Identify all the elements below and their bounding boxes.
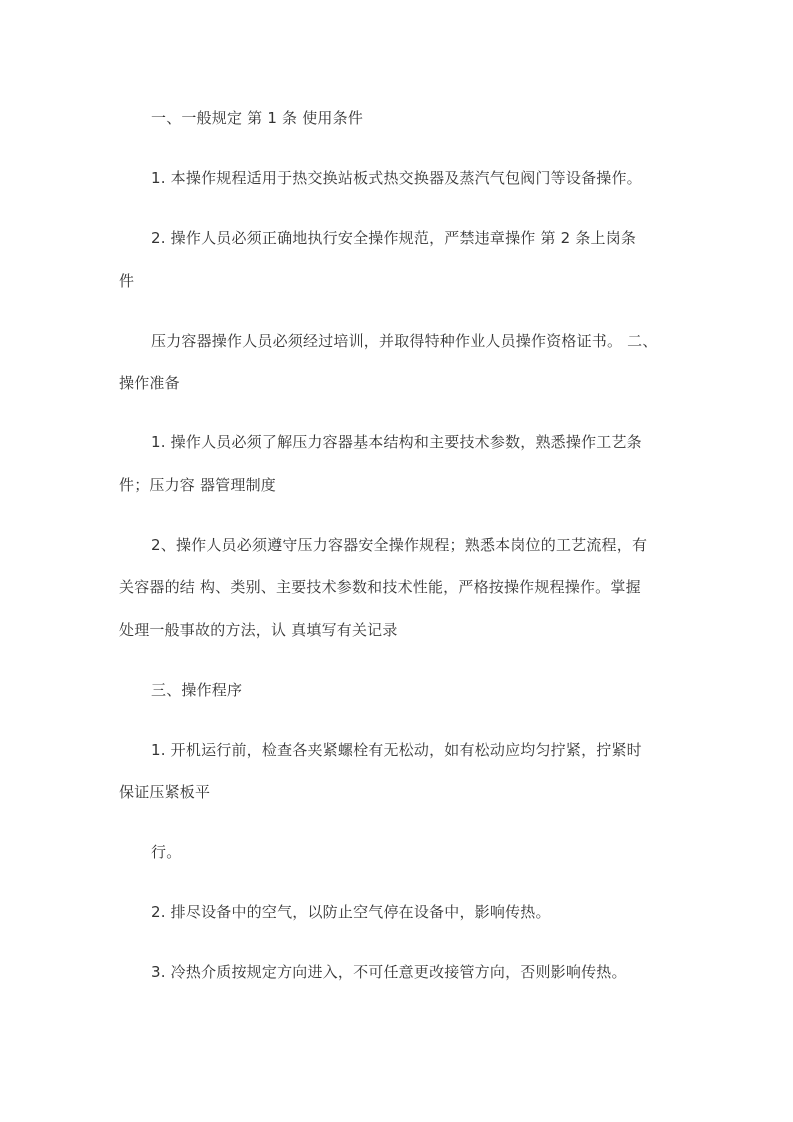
paragraph-line: 2. 排尽设备中的空气，以防止空气停在设备中，影响传热。 xyxy=(151,903,551,921)
paragraph-line: 1. 开机运行前，检查各夹紧螺栓有无松动，如有松动应均匀拧紧，拧紧时 xyxy=(151,741,642,759)
paragraph-line: 关容器的结 构、类别、主要技术参数和技术性能，严格按操作规程操作。掌握 xyxy=(119,578,641,596)
paragraph-line: 1. 本操作规程适用于热交换站板式热交换器及蒸汽气包阀门等设备操作。 xyxy=(151,169,642,187)
paragraph-line: 1. 操作人员必须了解压力容器基本结构和主要技术参数，熟悉操作工艺条 xyxy=(151,433,642,451)
paragraph-line: 行。 xyxy=(151,843,182,861)
paragraph-line: 2. 操作人员必须正确地执行安全操作规范，严禁违章操作 第 2 条上岗条 xyxy=(151,229,637,247)
paragraph-line: 处理一般事故的方法，认 真填写有关记录 xyxy=(119,621,398,639)
paragraph-line: 保证压紧板平 xyxy=(119,783,211,801)
paragraph-line: 2、操作人员必须遵守压力容器安全操作规程；熟悉本岗位的工艺流程，有 xyxy=(151,536,648,554)
paragraph-line: 3. 冷热介质按规定方向进入，不可任意更改接管方向，否则影响传热。 xyxy=(151,963,627,981)
paragraph-line: 压力容器操作人员必须经过培训，并取得特种作业人员操作资格证书。 二、 xyxy=(151,332,658,350)
paragraph-line: 件 xyxy=(119,272,135,290)
paragraph-line: 操作准备 xyxy=(119,374,180,392)
section-heading-general: 一、一般规定 第 1 条 使用条件 xyxy=(151,109,364,127)
paragraph-line: 件；压力容 器管理制度 xyxy=(119,476,276,494)
section-heading-procedure: 三、操作程序 xyxy=(151,681,243,699)
